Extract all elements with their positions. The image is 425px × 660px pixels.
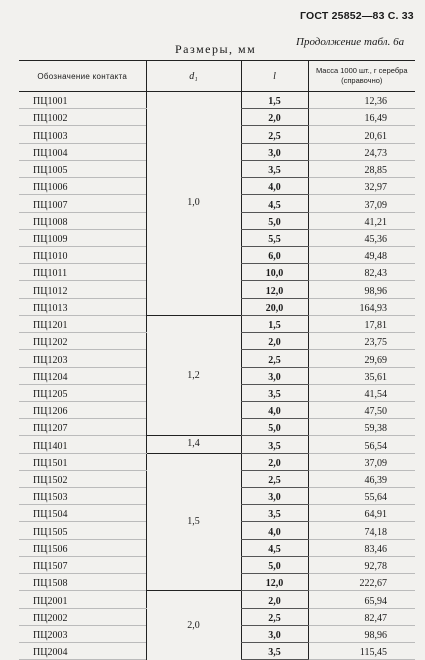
length-cell: 5,5 [241, 229, 308, 246]
length-cell: 4,0 [241, 522, 308, 539]
length-cell: 2,0 [241, 333, 308, 350]
mass-cell: 41,54 [308, 384, 415, 401]
length-cell: 6,0 [241, 246, 308, 263]
mass-cell: 37,09 [308, 453, 415, 470]
length-cell: 10,0 [241, 264, 308, 281]
mass-cell: 29,69 [308, 350, 415, 367]
contact-code-cell: ПЦ2001 [19, 591, 146, 608]
contact-code-cell: ПЦ1504 [19, 505, 146, 522]
mass-cell: 74,18 [308, 522, 415, 539]
contact-code-cell: ПЦ1004 [19, 143, 146, 160]
length-cell: 4,0 [241, 401, 308, 418]
mass-cell: 45,36 [308, 229, 415, 246]
contact-code-cell: ПЦ1011 [19, 264, 146, 281]
contact-code-cell: ПЦ1007 [19, 195, 146, 212]
contact-code-cell: ПЦ2004 [19, 643, 146, 660]
contact-code-cell: ПЦ1204 [19, 367, 146, 384]
length-cell: 1,5 [241, 92, 308, 109]
mass-cell: 65,94 [308, 591, 415, 608]
table-header-row [19, 61, 415, 92]
mass-cell: 82,47 [308, 608, 415, 625]
contact-code-cell: ПЦ1003 [19, 126, 146, 143]
contact-code-cell: ПЦ1207 [19, 419, 146, 436]
mass-cell: 46,39 [308, 470, 415, 487]
table-row [19, 315, 415, 332]
dimensions-caption: Размеры, мм [175, 42, 257, 56]
contact-code-cell: ПЦ1503 [19, 488, 146, 505]
mass-cell: 47,50 [308, 401, 415, 418]
length-cell: 20,0 [241, 298, 308, 315]
mass-cell: 98,96 [308, 625, 415, 642]
mass-cell: 55,64 [308, 488, 415, 505]
contact-code-cell: ПЦ1501 [19, 453, 146, 470]
diameter-cell: 1,2 [146, 315, 241, 436]
contacts-table [19, 60, 415, 660]
length-cell: 4,0 [241, 178, 308, 195]
document-header: ГОСТ 25852—83 С. 33 [300, 10, 414, 22]
contact-code-cell: ПЦ1001 [19, 92, 146, 109]
mass-cell: 49,48 [308, 246, 415, 263]
contact-code-cell: ПЦ1006 [19, 178, 146, 195]
contact-code-cell: ПЦ1013 [19, 298, 146, 315]
mass-cell: 35,61 [308, 367, 415, 384]
mass-cell: 24,73 [308, 143, 415, 160]
contact-code-cell: ПЦ2002 [19, 608, 146, 625]
diameter-cell: 1,4 [146, 436, 241, 453]
length-cell: 2,5 [241, 350, 308, 367]
table-row [19, 591, 415, 608]
mass-cell: 64,91 [308, 505, 415, 522]
length-cell: 2,0 [241, 109, 308, 126]
mass-cell: 98,96 [308, 281, 415, 298]
length-cell: 2,0 [241, 591, 308, 608]
column-header-mass: Масса 1000 шт., г серебра (справочно) [308, 61, 415, 92]
table-row [19, 92, 415, 109]
column-header-l: l [241, 61, 308, 92]
length-cell: 3,5 [241, 436, 308, 453]
contact-code-cell: ПЦ1508 [19, 574, 146, 591]
contact-code-cell: ПЦ1005 [19, 160, 146, 177]
length-cell: 3,5 [241, 643, 308, 660]
length-cell: 12,0 [241, 574, 308, 591]
length-cell: 12,0 [241, 281, 308, 298]
contact-code-cell: ПЦ1205 [19, 384, 146, 401]
length-cell: 5,0 [241, 419, 308, 436]
mass-cell: 222,67 [308, 574, 415, 591]
length-cell: 2,5 [241, 608, 308, 625]
table-continuation-note: Продолжение табл. 6а [296, 36, 405, 48]
contact-code-cell: ПЦ1012 [19, 281, 146, 298]
diameter-cell: 1,5 [146, 453, 241, 591]
table-row [19, 436, 415, 453]
contact-code-cell: ПЦ1201 [19, 315, 146, 332]
length-cell: 5,0 [241, 556, 308, 573]
mass-cell: 82,43 [308, 264, 415, 281]
length-cell: 3,5 [241, 160, 308, 177]
mass-cell: 83,46 [308, 539, 415, 556]
contact-code-cell: ПЦ1507 [19, 556, 146, 573]
length-cell: 3,0 [241, 367, 308, 384]
length-cell: 1,5 [241, 315, 308, 332]
mass-cell: 41,21 [308, 212, 415, 229]
mass-cell: 37,09 [308, 195, 415, 212]
contact-code-cell: ПЦ1506 [19, 539, 146, 556]
contact-code-cell: ПЦ1206 [19, 401, 146, 418]
column-header-d1: d₁ [146, 61, 241, 92]
length-cell: 4,5 [241, 195, 308, 212]
contact-code-cell: ПЦ1203 [19, 350, 146, 367]
diameter-cell: 2,0 [146, 591, 241, 660]
mass-cell: 23,75 [308, 333, 415, 350]
length-cell: 3,5 [241, 505, 308, 522]
length-cell: 2,5 [241, 470, 308, 487]
mass-cell: 59,38 [308, 419, 415, 436]
diameter-cell: 1,0 [146, 92, 241, 316]
length-cell: 2,5 [241, 126, 308, 143]
contact-code-cell: ПЦ1002 [19, 109, 146, 126]
length-cell: 2,0 [241, 453, 308, 470]
mass-cell: 32,97 [308, 178, 415, 195]
contact-code-cell: ПЦ1009 [19, 229, 146, 246]
length-cell: 3,0 [241, 488, 308, 505]
contact-code-cell: ПЦ1505 [19, 522, 146, 539]
length-cell: 3,5 [241, 384, 308, 401]
length-cell: 4,5 [241, 539, 308, 556]
mass-cell: 92,78 [308, 556, 415, 573]
contact-code-cell: ПЦ1202 [19, 333, 146, 350]
length-cell: 3,0 [241, 143, 308, 160]
contact-code-cell: ПЦ2003 [19, 625, 146, 642]
mass-cell: 20,61 [308, 126, 415, 143]
contact-code-cell: ПЦ1401 [19, 436, 146, 453]
mass-cell: 12,36 [308, 92, 415, 109]
table-row [19, 453, 415, 470]
table-body [19, 92, 415, 660]
length-cell: 3,0 [241, 625, 308, 642]
length-cell: 5,0 [241, 212, 308, 229]
mass-cell: 17,81 [308, 315, 415, 332]
mass-cell: 115,45 [308, 643, 415, 660]
contact-code-cell: ПЦ1010 [19, 246, 146, 263]
mass-cell: 16,49 [308, 109, 415, 126]
contact-code-cell: ПЦ1502 [19, 470, 146, 487]
mass-cell: 28,85 [308, 160, 415, 177]
contact-code-cell: ПЦ1008 [19, 212, 146, 229]
mass-cell: 56,54 [308, 436, 415, 453]
column-header-designation: Обозначение контакта [19, 61, 146, 92]
mass-cell: 164,93 [308, 298, 415, 315]
